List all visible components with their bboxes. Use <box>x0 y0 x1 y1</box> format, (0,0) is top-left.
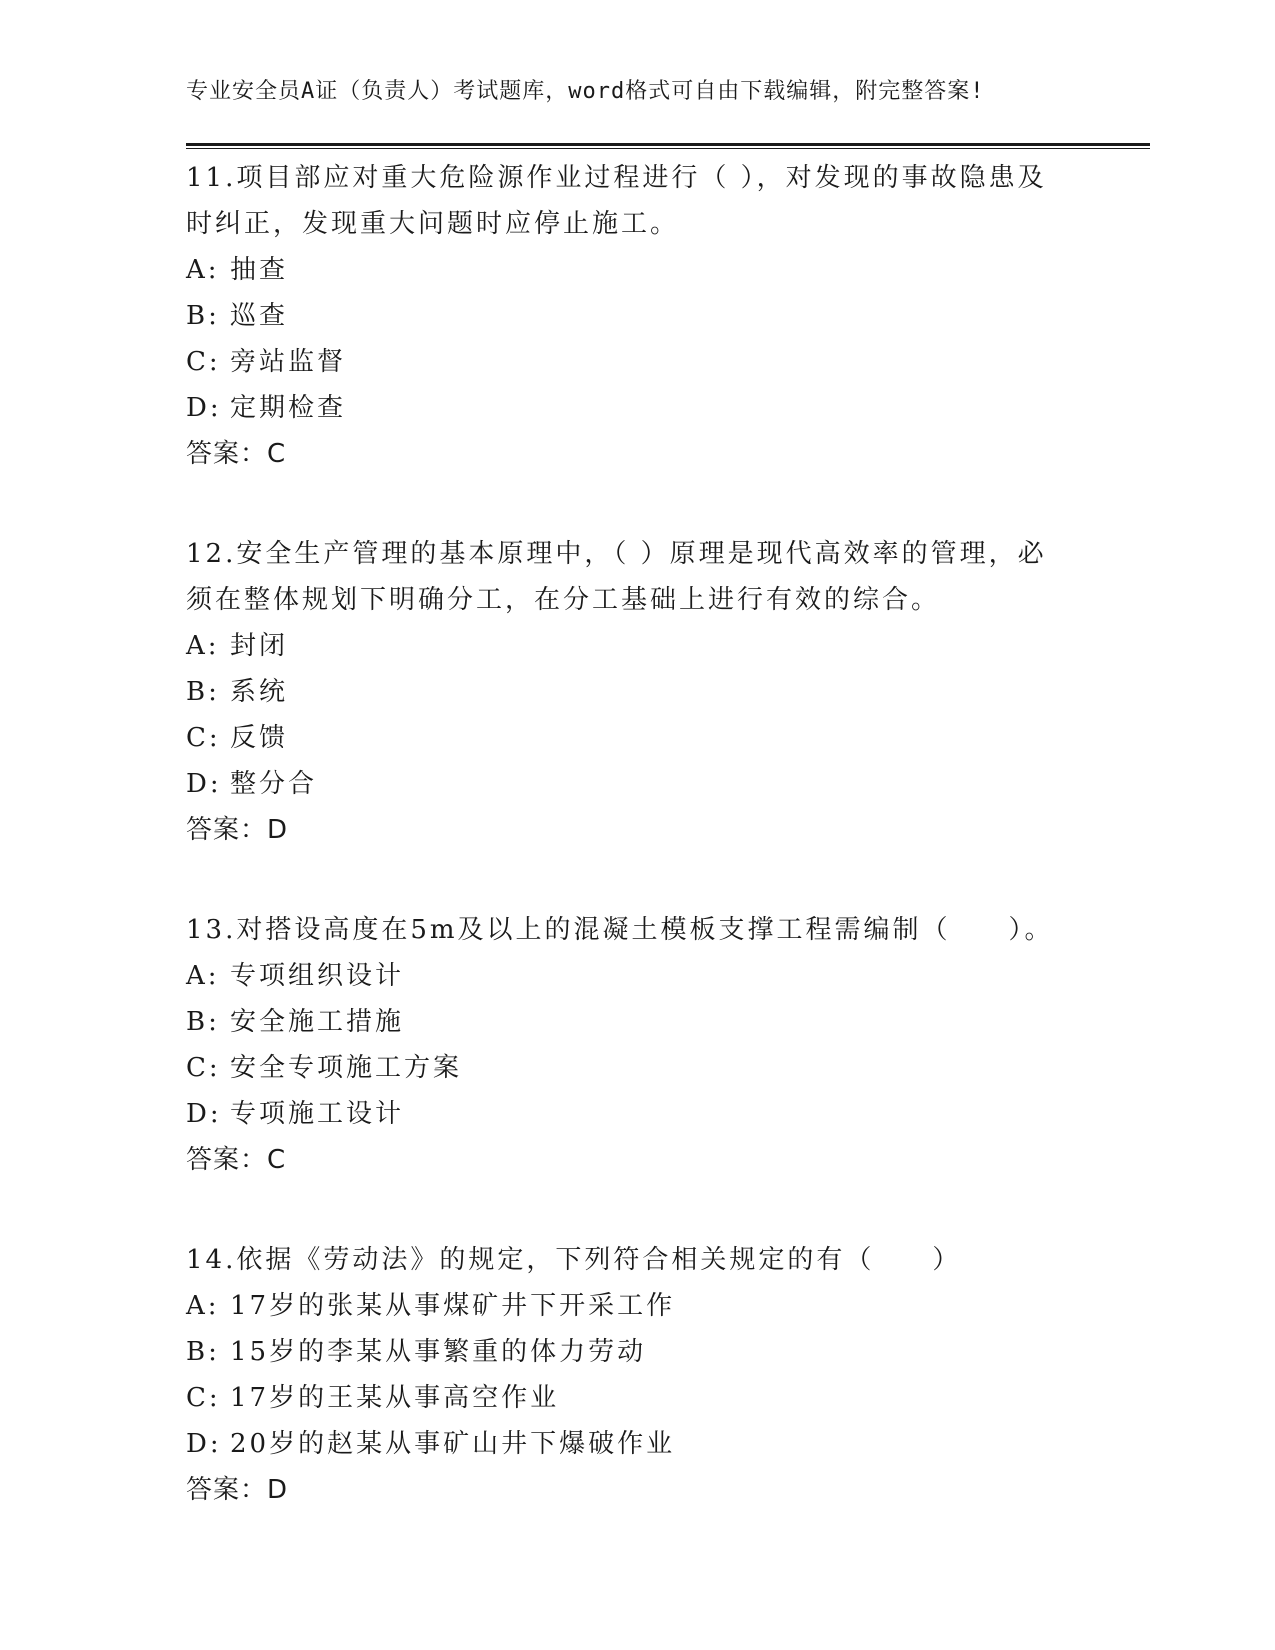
option-b <box>186 293 1086 339</box>
option-text: 20岁的赵某从事矿山井下爆破作业 <box>230 1429 676 1459</box>
option-text: 安全专项施工方案 <box>230 1053 463 1083</box>
option-d <box>186 761 1086 807</box>
option-letter: B: <box>186 301 220 331</box>
answer-line: 答案：D <box>186 815 289 845</box>
option-letter: D: <box>186 1099 222 1129</box>
option-letter: C: <box>186 1053 221 1083</box>
question-stem-line: 11.项目部应对重大危险源作业过程进行（ ），对发现的事故隐患及 <box>186 163 1047 193</box>
answer-line: 答案：C <box>186 1145 287 1175</box>
option-letter: A: <box>186 961 220 991</box>
option-text: 抽查 <box>230 255 289 285</box>
option-text: 15岁的李某从事繁重的体力劳动 <box>230 1337 647 1367</box>
option-letter: B: <box>186 1007 220 1037</box>
option-c <box>186 1045 1086 1091</box>
option-b <box>186 1329 1086 1375</box>
header-divider <box>186 143 1150 149</box>
option-a <box>186 247 1086 293</box>
question-list <box>186 155 1086 1567</box>
answer-line: 答案：D <box>186 1475 289 1505</box>
option-a <box>186 953 1086 999</box>
question-stem-line: 12.安全生产管理的基本原理中，（ ）原理是现代高效率的管理，必 <box>186 539 1047 569</box>
option-letter: A: <box>186 1291 220 1321</box>
option-text: 整分合 <box>230 769 318 799</box>
option-c <box>186 339 1086 385</box>
question-13 <box>186 907 1086 1183</box>
option-d <box>186 1091 1086 1137</box>
option-letter: D: <box>186 769 222 799</box>
question-stem-line: 时纠正，发现重大问题时应停止施工。 <box>186 209 680 239</box>
option-text: 系统 <box>230 677 289 707</box>
option-text: 17岁的王某从事高空作业 <box>230 1383 560 1413</box>
question-11 <box>186 155 1086 477</box>
option-d <box>186 1421 1086 1467</box>
option-letter: C: <box>186 347 221 377</box>
option-c <box>186 1375 1086 1421</box>
answer-line: 答案：C <box>186 439 287 469</box>
option-c <box>186 715 1086 761</box>
option-b <box>186 999 1086 1045</box>
question-stem-line: 14.依据《劳动法》的规定，下列符合相关规定的有（ ） <box>186 1245 962 1275</box>
option-letter: D: <box>186 1429 222 1459</box>
option-text: 17岁的张某从事煤矿井下开采工作 <box>230 1291 676 1321</box>
question-stem-line: 须在整体规划下明确分工，在分工基础上进行有效的综合。 <box>186 585 941 615</box>
option-text: 巡查 <box>230 301 289 331</box>
option-text: 专项组织设计 <box>230 961 405 991</box>
option-letter: A: <box>186 631 220 661</box>
question-stem-line: 13.对搭设高度在5m及以上的混凝土模板支撑工程需编制（ ）。 <box>186 915 1054 945</box>
option-letter: A: <box>186 255 220 285</box>
option-text: 专项施工设计 <box>230 1099 405 1129</box>
option-d <box>186 385 1086 431</box>
option-text: 封闭 <box>230 631 289 661</box>
option-text: 定期检查 <box>230 393 347 423</box>
option-letter: B: <box>186 677 220 707</box>
option-letter: C: <box>186 1383 221 1413</box>
option-letter: C: <box>186 723 221 753</box>
question-14 <box>186 1237 1086 1513</box>
page-header: 专业安全员A证（负责人）考试题库，word格式可自由下载编辑，附完整答案! <box>186 79 985 104</box>
option-b <box>186 669 1086 715</box>
option-letter: B: <box>186 1337 220 1367</box>
option-a <box>186 1283 1086 1329</box>
option-letter: D: <box>186 393 222 423</box>
question-12 <box>186 531 1086 853</box>
option-text: 旁站监督 <box>230 347 347 377</box>
option-text: 安全施工措施 <box>230 1007 405 1037</box>
option-a <box>186 623 1086 669</box>
option-text: 反馈 <box>230 723 289 753</box>
